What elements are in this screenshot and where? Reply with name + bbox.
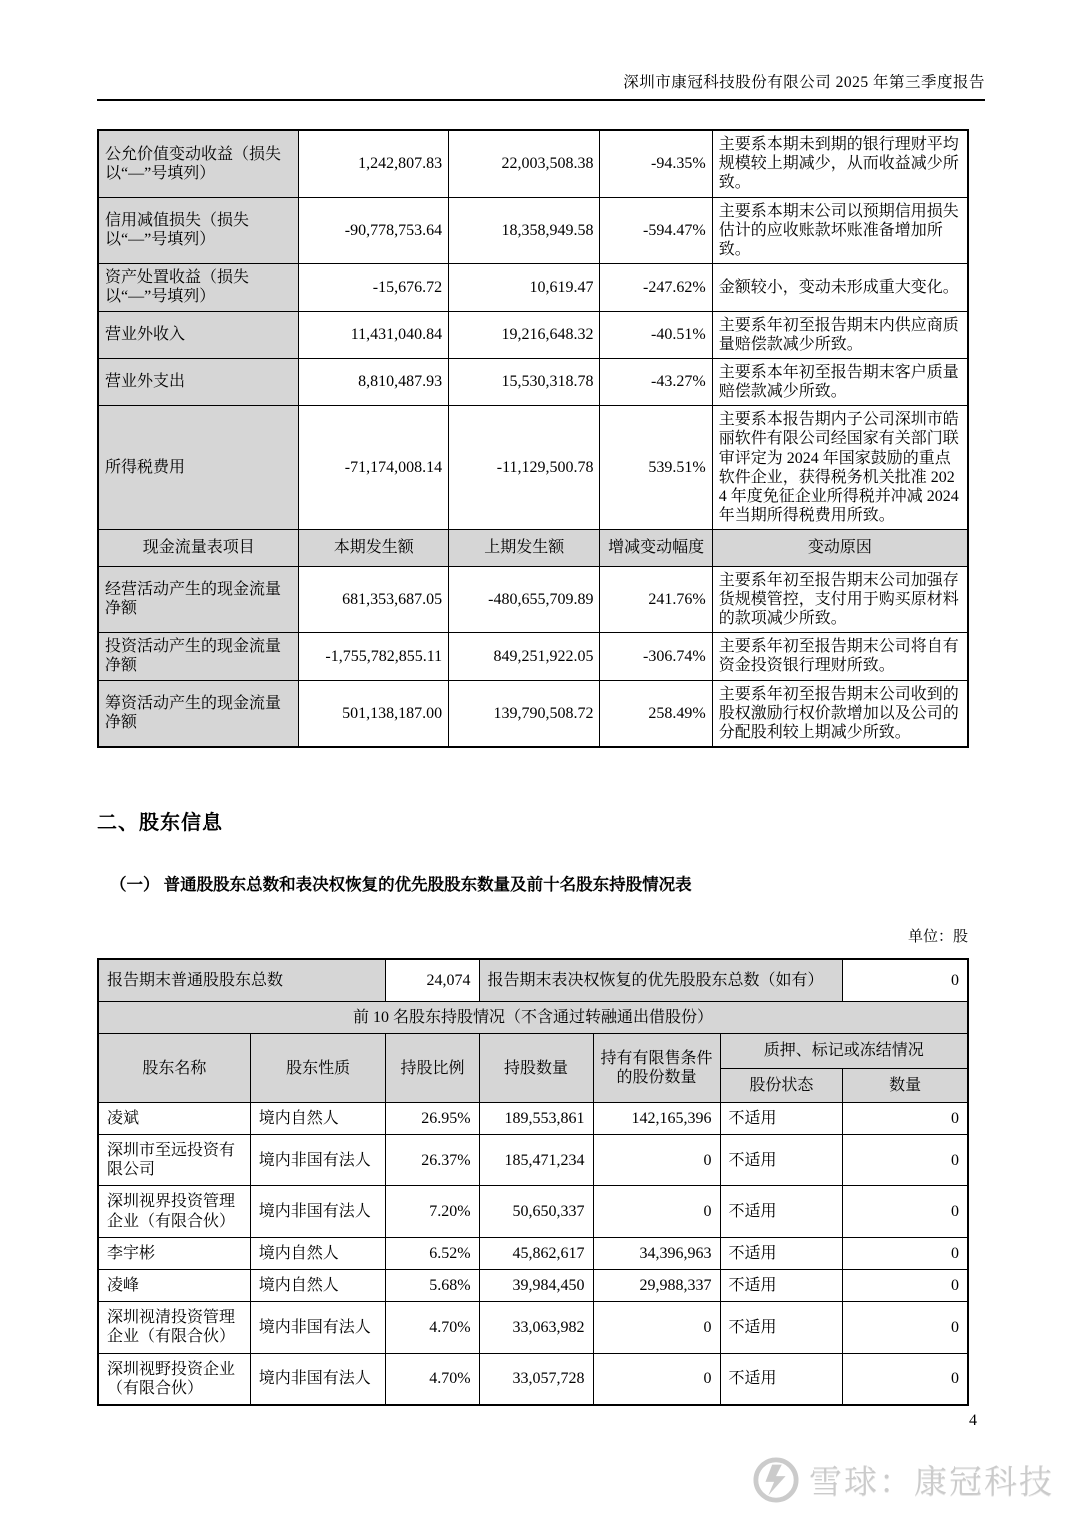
change-percent: -40.51% bbox=[600, 311, 712, 358]
current-amount: 681,353,687.05 bbox=[299, 566, 449, 633]
holding-quantity: 39,984,450 bbox=[479, 1269, 593, 1301]
restricted-shares: 29,988,337 bbox=[593, 1269, 720, 1301]
top10-subtitle-row bbox=[98, 1002, 968, 1034]
prior-amount: 18,358,949.58 bbox=[449, 197, 600, 264]
change-reason: 主要系本期未到期的银行理财平均规模较上期减少，从而收益减少所致。 bbox=[712, 130, 968, 197]
shareholder-row bbox=[98, 1353, 968, 1405]
shareholders-table bbox=[97, 958, 969, 1406]
pledged-amount: 0 bbox=[843, 1237, 968, 1269]
column-header-name: 股东名称 bbox=[98, 1034, 250, 1102]
item-label: 投资活动产生的现金流量净额 bbox=[98, 633, 299, 680]
unit-label: 单位：股 bbox=[907, 929, 968, 946]
shareholder-nature: 境内自然人 bbox=[250, 1102, 386, 1134]
table-row bbox=[98, 130, 968, 197]
pledged-amount: 0 bbox=[843, 1186, 968, 1237]
shareholder-name: 深圳市至远投资有限公司 bbox=[98, 1135, 250, 1186]
shareholder-name: 深圳视野投资企业（有限合伙） bbox=[98, 1353, 250, 1405]
restricted-shares: 34,396,963 bbox=[593, 1237, 720, 1269]
column-header-status: 股份状态 bbox=[720, 1068, 843, 1102]
shareholder-totals-row bbox=[98, 959, 968, 1002]
holding-quantity: 185,471,234 bbox=[479, 1135, 593, 1186]
xueqiu-logo-icon bbox=[753, 1457, 799, 1503]
column-header: 现金流量表项目 bbox=[98, 530, 299, 566]
restricted-shares: 0 bbox=[593, 1302, 720, 1353]
pledged-amount: 0 bbox=[843, 1353, 968, 1405]
change-percent: -43.27% bbox=[600, 358, 712, 405]
header-divider bbox=[97, 99, 985, 101]
cashflow-header-row bbox=[98, 530, 968, 566]
page-number: 4 bbox=[969, 1412, 977, 1429]
shareholder-name: 深圳视清投资管理企业（有限合伙） bbox=[98, 1302, 250, 1353]
change-percent: -94.35% bbox=[600, 130, 712, 197]
item-label: 筹资活动产生的现金流量净额 bbox=[98, 680, 299, 747]
change-percent: 539.51% bbox=[600, 406, 712, 530]
section-title: 二、股东信息 bbox=[97, 812, 223, 835]
prior-amount: 15,530,318.78 bbox=[449, 358, 600, 405]
holding-quantity: 50,650,337 bbox=[479, 1186, 593, 1237]
prior-amount: 139,790,508.72 bbox=[449, 680, 600, 747]
change-reason: 主要系年初至报告期末内供应商质量赔偿款减少所致。 bbox=[712, 311, 968, 358]
column-header-pledge: 质押、标记或冻结情况 bbox=[720, 1034, 968, 1068]
change-reason: 主要系年初至报告期末公司将自有资金投资银行理财所致。 bbox=[712, 633, 968, 680]
shareholder-name: 深圳视界投资管理企业（有限合伙） bbox=[98, 1186, 250, 1237]
change-reason: 主要系本期末公司以预期信用损失估计的应收账款坏账准备增加所致。 bbox=[712, 197, 968, 264]
shareholder-name: 凌峰 bbox=[98, 1269, 250, 1301]
column-header: 上期发生额 bbox=[449, 530, 600, 566]
table-row bbox=[98, 406, 968, 530]
top10-subtitle: 前 10 名股东持股情况（不含通过转融通出借股份） bbox=[98, 1002, 968, 1034]
prior-amount: 849,251,922.05 bbox=[449, 633, 600, 680]
share-status: 不适用 bbox=[720, 1135, 843, 1186]
report-title: 深圳市康冠科技股份有限公司 2025 年第三季度报告 bbox=[623, 74, 985, 91]
prior-amount: 22,003,508.38 bbox=[449, 130, 600, 197]
share-status: 不适用 bbox=[720, 1302, 843, 1353]
item-label: 经营活动产生的现金流量净额 bbox=[98, 566, 299, 633]
pledged-amount: 0 bbox=[843, 1302, 968, 1353]
item-label: 信用减值损失（损失以“—”号填列） bbox=[98, 197, 299, 264]
shareholder-row bbox=[98, 1186, 968, 1237]
document-header bbox=[97, 70, 985, 92]
current-amount: -15,676.72 bbox=[299, 264, 449, 311]
change-percent: 258.49% bbox=[600, 680, 712, 747]
share-status: 不适用 bbox=[720, 1353, 843, 1405]
current-amount: 11,431,040.84 bbox=[299, 311, 449, 358]
total-common-label: 报告期末普通股股东总数 bbox=[98, 959, 386, 1002]
shareholder-nature: 境内非国有法人 bbox=[250, 1186, 386, 1237]
column-header-ratio: 持股比例 bbox=[386, 1034, 479, 1102]
item-label: 营业外收入 bbox=[98, 311, 299, 358]
holding-ratio: 7.20% bbox=[386, 1186, 479, 1237]
current-amount: 8,810,487.93 bbox=[299, 358, 449, 405]
shareholder-nature: 境内非国有法人 bbox=[250, 1135, 386, 1186]
table-row bbox=[98, 566, 968, 633]
holding-quantity: 33,063,982 bbox=[479, 1302, 593, 1353]
subsection-title: （一） 普通股股东总数和表决权恢复的优先股股东数量及前十名股东持股情况表 bbox=[110, 875, 692, 895]
holding-quantity: 45,862,617 bbox=[479, 1237, 593, 1269]
restricted-shares: 0 bbox=[593, 1353, 720, 1405]
column-header: 变动原因 bbox=[712, 530, 968, 566]
shareholder-nature: 境内自然人 bbox=[250, 1237, 386, 1269]
share-status: 不适用 bbox=[720, 1186, 843, 1237]
table-row bbox=[98, 311, 968, 358]
shareholder-header-row bbox=[98, 1034, 968, 1068]
change-reason: 主要系本年初至报告期末客户质量赔偿款减少所致。 bbox=[712, 358, 968, 405]
current-amount: 501,138,187.00 bbox=[299, 680, 449, 747]
holding-ratio: 5.68% bbox=[386, 1269, 479, 1301]
restricted-shares: 0 bbox=[593, 1135, 720, 1186]
prior-amount: -11,129,500.78 bbox=[449, 406, 600, 530]
holding-ratio: 4.70% bbox=[386, 1302, 479, 1353]
pledged-amount: 0 bbox=[843, 1269, 968, 1301]
shareholder-nature: 境内非国有法人 bbox=[250, 1353, 386, 1405]
shareholder-row bbox=[98, 1102, 968, 1134]
watermark bbox=[753, 1456, 1054, 1503]
table-row bbox=[98, 358, 968, 405]
share-status: 不适用 bbox=[720, 1102, 843, 1134]
holding-quantity: 33,057,728 bbox=[479, 1353, 593, 1405]
pledged-amount: 0 bbox=[843, 1135, 968, 1186]
holding-ratio: 26.95% bbox=[386, 1102, 479, 1134]
prior-amount: 10,619.47 bbox=[449, 264, 600, 311]
total-preferred-label: 报告期末表决权恢复的优先股股东总数（如有） bbox=[479, 959, 843, 1002]
share-status: 不适用 bbox=[720, 1237, 843, 1269]
change-percent: 241.76% bbox=[600, 566, 712, 633]
change-percent: -247.62% bbox=[600, 264, 712, 311]
current-amount: -90,778,753.64 bbox=[299, 197, 449, 264]
shareholder-row bbox=[98, 1269, 968, 1301]
pledged-amount: 0 bbox=[843, 1102, 968, 1134]
shareholder-name: 凌斌 bbox=[98, 1102, 250, 1134]
shareholder-nature: 境内非国有法人 bbox=[250, 1302, 386, 1353]
shareholder-name: 李宇彬 bbox=[98, 1237, 250, 1269]
item-label: 所得税费用 bbox=[98, 406, 299, 530]
item-label: 营业外支出 bbox=[98, 358, 299, 405]
share-status: 不适用 bbox=[720, 1269, 843, 1301]
column-header-restricted: 持有有限售条件的股份数量 bbox=[593, 1034, 720, 1102]
change-reason: 主要系年初至报告期末公司加强存货规模管控，支付用于购买原材料的款项减少所致。 bbox=[712, 566, 968, 633]
shareholder-row bbox=[98, 1135, 968, 1186]
column-header: 本期发生额 bbox=[299, 530, 449, 566]
prior-amount: -480,655,709.89 bbox=[449, 566, 600, 633]
current-amount: -71,174,008.14 bbox=[299, 406, 449, 530]
restricted-shares: 142,165,396 bbox=[593, 1102, 720, 1134]
change-percent: -306.74% bbox=[600, 633, 712, 680]
holding-ratio: 6.52% bbox=[386, 1237, 479, 1269]
column-header-nature: 股东性质 bbox=[250, 1034, 386, 1102]
total-preferred-value: 0 bbox=[843, 959, 968, 1002]
current-amount: -1,755,782,855.11 bbox=[299, 633, 449, 680]
table-row bbox=[98, 680, 968, 747]
column-header-quantity: 持股数量 bbox=[479, 1034, 593, 1102]
change-reason: 金额较小，变动未形成重大变化。 bbox=[712, 264, 968, 311]
item-label: 资产处置收益（损失以“—”号填列） bbox=[98, 264, 299, 311]
shareholder-row bbox=[98, 1237, 968, 1269]
change-reason: 主要系本报告期内子公司深圳市皓丽软件有限公司经国家有关部门联审评定为 2024 年国家鼓励的重点软件企业，获得税务机关批准 2024 年度免征企业所得税并冲减 2024 年当期所得税费用所致。 bbox=[712, 406, 968, 530]
watermark-text: 雪球：康冠科技 bbox=[809, 1465, 1054, 1501]
shareholder-row bbox=[98, 1302, 968, 1353]
table-row bbox=[98, 633, 968, 680]
table-row bbox=[98, 197, 968, 264]
column-header: 增减变动幅度 bbox=[600, 530, 712, 566]
holding-ratio: 26.37% bbox=[386, 1135, 479, 1186]
holding-quantity: 189,553,861 bbox=[479, 1102, 593, 1134]
change-percent: -594.47% bbox=[600, 197, 712, 264]
change-reason: 主要系年初至报告期末公司收到的股权激励行权价款增加以及公司的分配股利较上期减少所致。 bbox=[712, 680, 968, 747]
total-common-value: 24,074 bbox=[386, 959, 479, 1002]
holding-ratio: 4.70% bbox=[386, 1353, 479, 1405]
prior-amount: 19,216,648.32 bbox=[449, 311, 600, 358]
table-row bbox=[98, 264, 968, 311]
shareholder-nature: 境内自然人 bbox=[250, 1269, 386, 1301]
restricted-shares: 0 bbox=[593, 1186, 720, 1237]
current-amount: 1,242,807.83 bbox=[299, 130, 449, 197]
item-label: 公允价值变动收益（损失以“—”号填列） bbox=[98, 130, 299, 197]
financial-changes-table bbox=[97, 129, 969, 748]
column-header-amount: 数量 bbox=[843, 1068, 968, 1102]
